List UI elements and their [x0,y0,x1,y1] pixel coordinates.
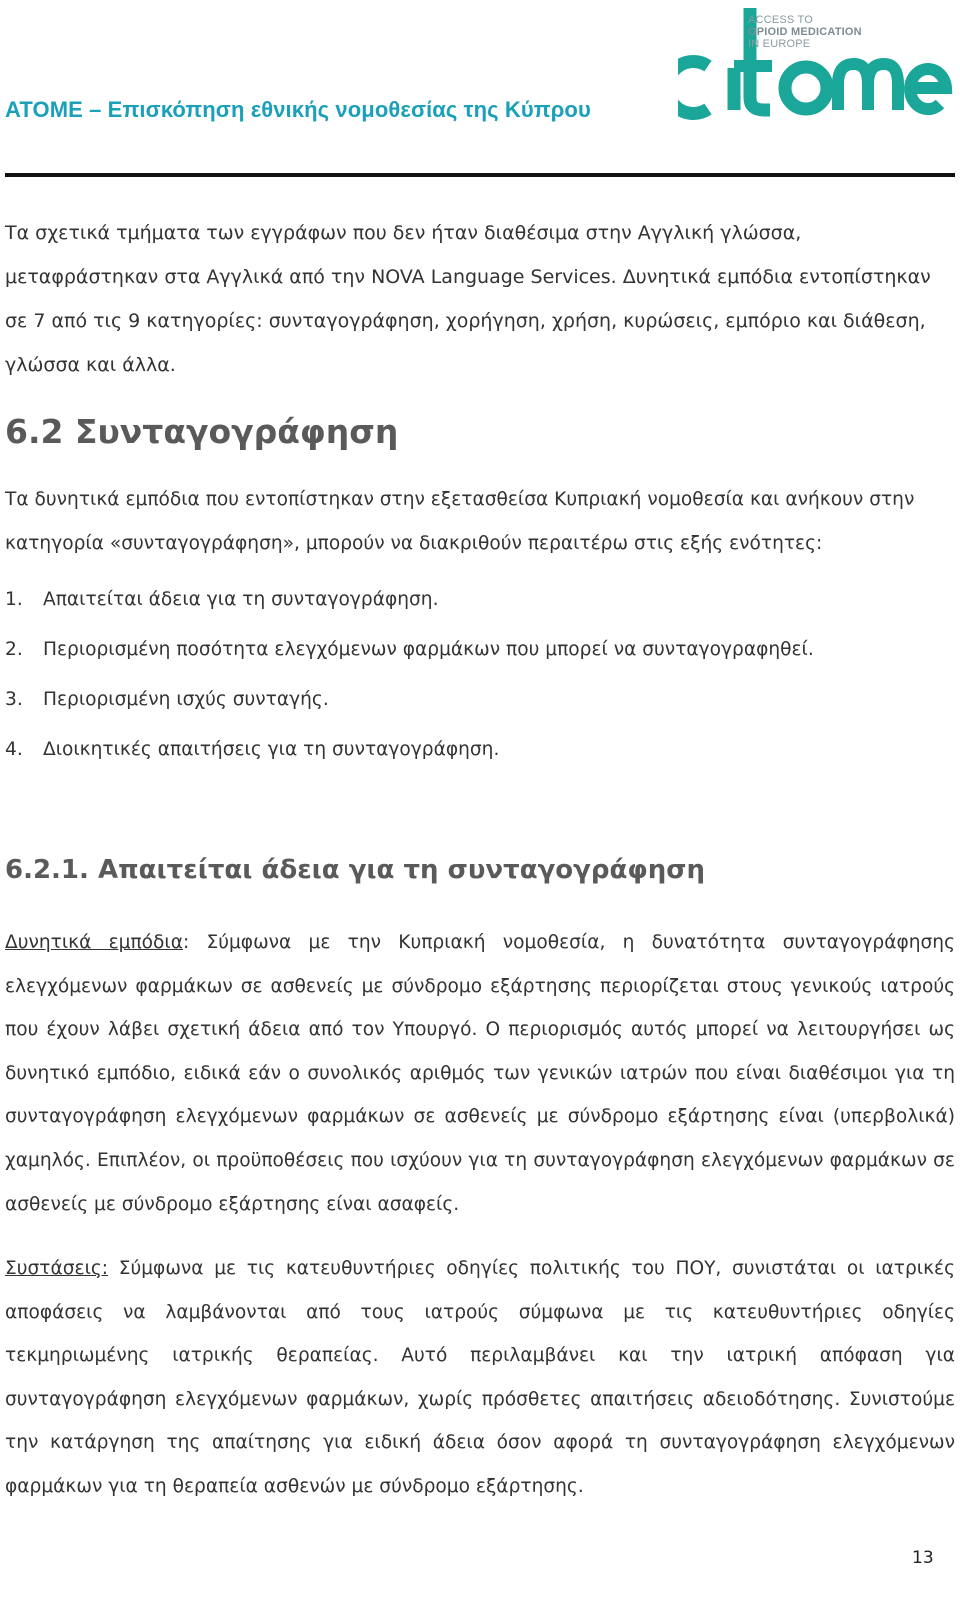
recommendations-paragraph [5,1247,955,1509]
list-item-number: 2. [5,639,23,660]
list-item [5,635,814,685]
list-item [5,585,814,635]
intro-paragraph: Τα σχετικά τμήματα των εγγράφων που δεν ήταν διαθέσιμα στην Αγγλική γλώσσα, μεταφράστηκαν στα Αγγλικά από την NOVA Language Services. Δυνητικά εμπόδια εντοπίστηκαν σε 7 από τις 9 κατηγορίες: συνταγογράφηση, χορήγηση, χρήση, κυρώσεις, εμπόριο και διάθεση, γλώσσα και άλλα. [5,222,931,376]
page-number: 13 [912,1548,934,1568]
barrier-list [5,585,814,785]
recommendations-text: Σύμφωνα με τις κατευθυντήριες οδηγίες πολιτικής του ΠΟΥ, συνιστάται οι ιατρικές αποφάσεις να λαμβάνονται από τους ιατρούς σύμφωνα με τις κατευθυντήριες οδηγίες τεκμηριωμένης ιατρικής θεραπείας. Αυτό περιλαμβάνει και την ιατρική απόφαση για συνταγογράφηση ελεγχόμενων φαρμάκων, χωρίς πρόσθετες απαιτήσεις αδειοδότησης. Συνιστούμε την κατάργηση της απαίτησης για ειδική άδεια όσον αφορά τη συνταγογράφηση ελεγχόμενων φαρμάκων για τη θεραπεία ασθενών με σύνδρομο εξάρτησης. [5,1258,955,1497]
recommendations-label: Συστάσεις: [5,1258,109,1279]
list-item-text: Απαιτείται άδεια για τη συνταγογράφηση. [43,589,439,610]
list-item [5,685,814,735]
logo-tagline-line: ACCESS TO [748,14,813,26]
list-item-number: 3. [5,689,23,710]
logo-tagline [748,14,862,50]
list-item-number: 1. [5,589,23,610]
barriers-label: Δυνητικά εμπόδια [5,932,183,953]
atome-logo [678,6,954,122]
header-divider [5,173,955,177]
list-item-number: 4. [5,739,23,760]
list-item [5,735,814,785]
list-item-text: Περιορισμένη ισχύς συνταγής. [43,689,329,710]
barriers-paragraph [5,921,955,1226]
section-heading: 6.2 Συνταγογράφηση [5,412,399,451]
list-item-text: Περιορισμένη ποσότητα ελεγχόμενων φαρμάκων που μπορεί να συνταγογραφηθεί. [43,639,814,660]
logo-tagline-line: IN EUROPE [748,38,811,50]
logo-tagline-line: OPIOID MEDICATION [748,26,862,38]
header-title: ATOME – Επισκόπηση εθνικής νομοθεσίας της Κύπρου [5,97,591,122]
subsection-heading: 6.2.1. Απαιτείται άδεια για τη συνταγογράφηση [5,855,705,885]
section-paragraph: Τα δυνητικά εμπόδια που εντοπίστηκαν στην εξετασθείσα Κυπριακή νομοθεσία και ανήκουν στην κατηγορία «συνταγογράφηση», μπορούν να διακριθούν περαιτέρω στις εξής ενότητες: [5,489,915,554]
list-item-text: Διοικητικές απαιτήσεις για τη συνταγογράφηση. [43,739,500,760]
barriers-text: : Σύμφωνα με την Κυπριακή νομοθεσία, η δυνατότητα συνταγογράφησης ελεγχόμενων φαρμάκων σε ασθενείς με σύνδρομο εξάρτησης περιορίζεται στους γενικούς ιατρούς που έχουν λάβει σχετική άδεια από τον Υπουργό. Ο περιορισμός αυτός μπορεί να λειτουργήσει ως δυνητικό εμπόδιο, ειδικά εάν ο συνολικός αριθμός των γενικών ιατρών που είναι διαθέσιμοι για τη συνταγογράφηση ελεγχόμενων φαρμάκων σε ασθενείς με σύνδρομο εξάρτησης είναι (υπερβολικά) χαμηλός. Επιπλέον, οι προϋποθέσεις που ισχύουν για τη συνταγογράφηση ελεγχόμενων φαρμάκων σε ασθενείς με σύνδρομο εξάρτησης είναι ασαφείς. [5,932,955,1215]
